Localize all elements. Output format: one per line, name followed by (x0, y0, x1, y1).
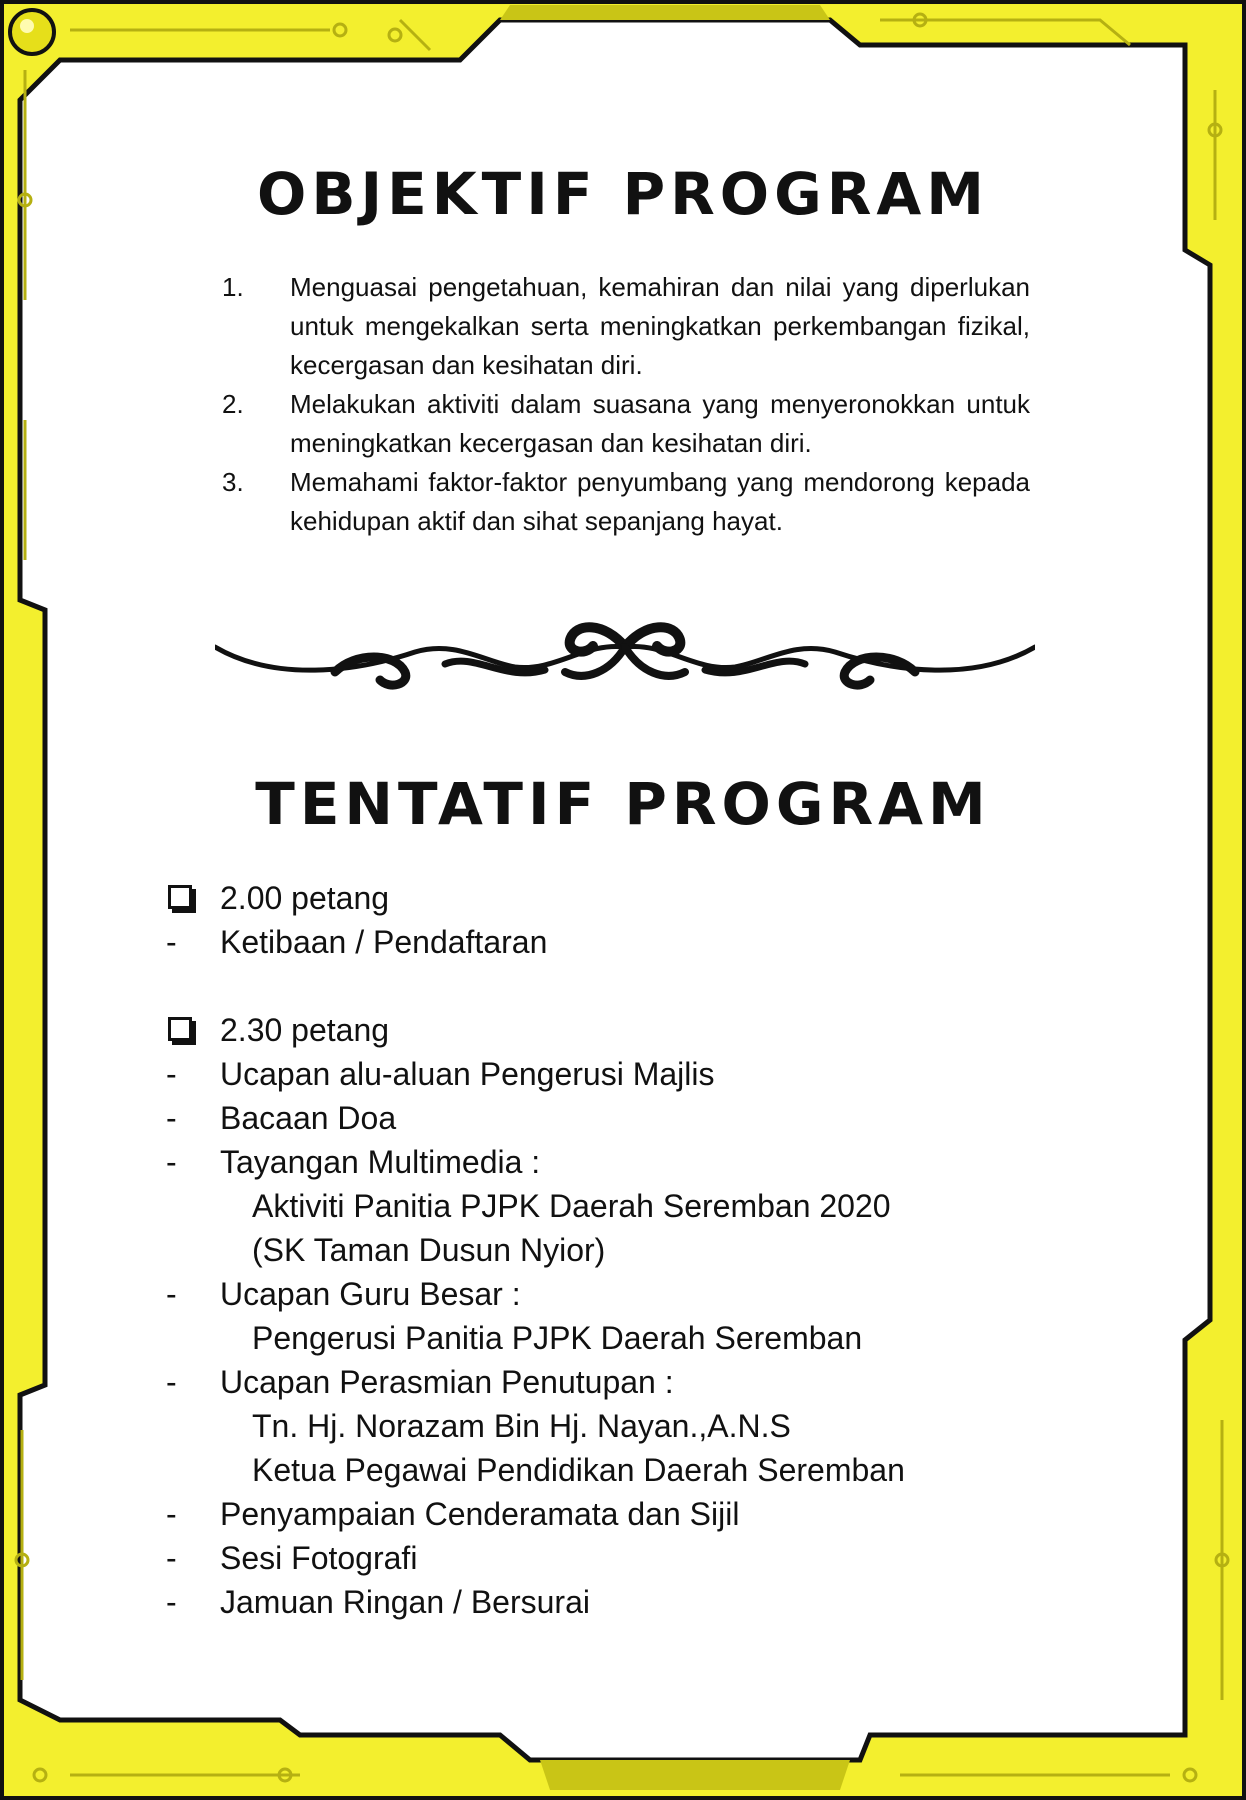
list-subitem (166, 1184, 1066, 1228)
dash-bullet: - (166, 1100, 177, 1136)
list-item (166, 1580, 1066, 1624)
item-text: Memahami faktor-faktor penyumbang yang mendorong kepada kehidupan aktif dan sihat sepanjang hayat. (290, 467, 1030, 536)
item-detail: Aktiviti Panitia PJPK Daerah Seremban 2020 (252, 1188, 891, 1224)
item-text: Bacaan Doa (220, 1100, 397, 1136)
objektif-title: OBJEKTIF PROGRAM (257, 160, 989, 228)
list-subitem (166, 1316, 1066, 1360)
time-slot (166, 1008, 1066, 1052)
time-slot (166, 876, 1066, 920)
list-subitem (166, 1404, 1066, 1448)
slot-time: 2.00 petang (220, 880, 390, 916)
list-item (166, 1360, 1066, 1404)
tentatif-title: TENTATIF PROGRAM (255, 770, 991, 838)
item-detail: Pengerusi Panitia PJPK Daerah Seremban (252, 1320, 863, 1356)
list-subitem (166, 1228, 1066, 1272)
list-item (222, 463, 1030, 541)
list-item (222, 385, 1030, 463)
list-item (166, 1140, 1066, 1184)
item-detail: (SK Taman Dusun Nyior) (252, 1232, 606, 1268)
item-number: 2. (222, 389, 244, 419)
item-number: 1. (222, 272, 244, 302)
dash-bullet: - (166, 1496, 177, 1532)
checkbox-icon (168, 1017, 192, 1041)
item-text: Jamuan Ringan / Bersurai (220, 1584, 590, 1620)
item-detail: Tn. Hj. Norazam Bin Hj. Nayan.,A.N.S (252, 1408, 791, 1444)
list-item (166, 1272, 1066, 1316)
list-item (166, 1096, 1066, 1140)
item-text: Sesi Fotografi (220, 1540, 418, 1576)
item-text: Ucapan alu-aluan Pengerusi Majlis (220, 1056, 715, 1092)
dash-bullet: - (166, 1056, 177, 1092)
divider-flourish-icon (215, 612, 1035, 692)
item-text: Penyampaian Cenderamata dan Sijil (220, 1496, 740, 1532)
list-item (222, 268, 1030, 385)
list-item (166, 1492, 1066, 1536)
item-number: 3. (222, 467, 244, 497)
item-text: Tayangan Multimedia : (220, 1144, 541, 1180)
dash-bullet: - (166, 1276, 177, 1312)
objektif-list (222, 268, 1030, 541)
item-text: Ucapan Perasmian Penutupan : (220, 1364, 674, 1400)
item-text: Menguasai pengetahuan, kemahiran dan nilai yang diperlukan untuk mengekalkan serta meningkatkan perkembangan fizikal, kecergasan dan kesihatan diri. (290, 272, 1030, 380)
item-text: Ketibaan / Pendaftaran (220, 924, 548, 960)
list-subitem (166, 1448, 1066, 1492)
dash-bullet: - (166, 1364, 177, 1400)
dash-bullet: - (166, 1144, 177, 1180)
item-text: Melakukan aktiviti dalam suasana yang menyeronokkan untuk meningkatkan kecergasan dan kesihatan diri. (290, 389, 1030, 458)
checkbox-icon (168, 885, 192, 909)
dash-bullet: - (166, 1584, 177, 1620)
slot-time: 2.30 petang (220, 1012, 390, 1048)
list-item (166, 1536, 1066, 1580)
dash-bullet: - (166, 1540, 177, 1576)
list-item (166, 1052, 1066, 1096)
schedule-list (166, 876, 1066, 1624)
item-text: Ucapan Guru Besar : (220, 1276, 521, 1312)
item-detail: Ketua Pegawai Pendidikan Daerah Seremban (252, 1452, 905, 1488)
list-item (166, 920, 1066, 964)
dash-bullet: - (166, 924, 177, 960)
